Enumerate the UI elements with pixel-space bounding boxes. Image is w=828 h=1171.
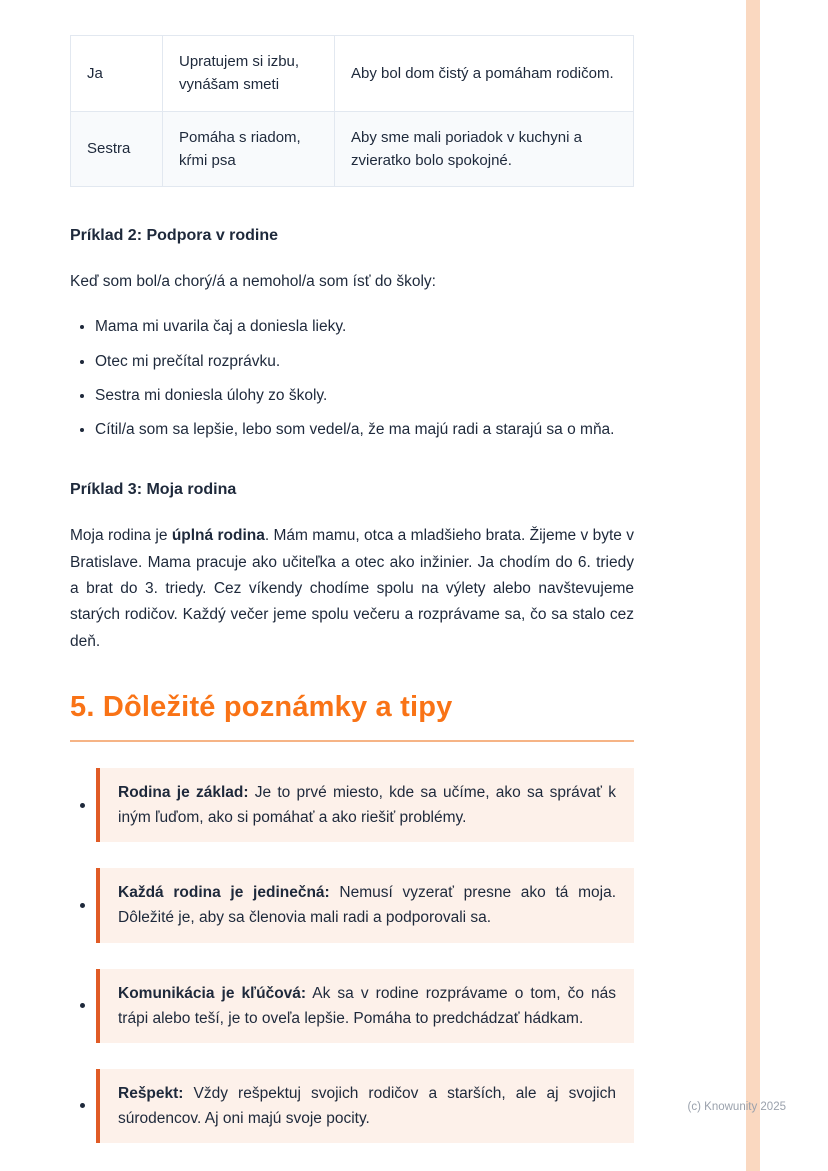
tip-callout: [96, 768, 634, 842]
tip-lead: Rešpekt:: [118, 1084, 184, 1102]
section5-heading: 5. Dôležité poznámky a tipy: [70, 691, 453, 724]
tip-item: [70, 768, 634, 842]
tip-item: [70, 868, 634, 942]
tip-body: Je to prvé miesto, kde sa učíme, ako sa správať k iným ľuďom, ako si pomáhať a ako riešiť problémy.: [118, 784, 616, 827]
tip-item: [70, 969, 634, 1043]
paragraph-text: . Mám mamu, otca a mladšieho brata. Žijeme v byte v Bratislave. Mama pracuje ako učiteľka a otec ako inžinier. Ja chodím do 6. triedy a brat do 3. triedy. Cez víkendy chodíme spolu na výlety alebo navštevujeme starých rodičov. Každý večer jeme spolu večeru a rozprávame sa, čo sa stalo cez deň.: [70, 527, 634, 650]
tip-callout: [96, 969, 634, 1043]
tip-item: [70, 1069, 634, 1143]
table-row: [71, 36, 634, 112]
list-item: • Cítil/a som sa lepšie, lebo som vedel/a, že ma majú radi a starajú sa o mňa.: [95, 418, 634, 441]
tip-body: Ak sa v rodine rozprávame o tom, čo nás trápi alebo teší, je to oveľa lepšie. Pomáha to predchádzať hádkam.: [118, 984, 616, 1027]
bullet-dot: [80, 1103, 85, 1108]
table-cell-person: Sestra: [71, 111, 163, 187]
list-item: • Otec mi prečítal rozprávku.: [95, 350, 634, 373]
tip-text: [118, 780, 616, 830]
bullet-dot: [80, 803, 85, 808]
tip-text: [118, 1081, 616, 1131]
table-cell-reason: Aby bol dom čistý a pomáham rodičom.: [335, 36, 634, 112]
tip-body: Nemusí vyzerať presne ako tá moja. Dôležité je, aby sa členovia mali radi a podporovali sa.: [118, 884, 617, 927]
bullet-dot: [80, 903, 85, 908]
example3-paragraph: [70, 523, 634, 655]
section5-divider: [70, 740, 634, 742]
table-cell-person: Ja: [71, 36, 163, 112]
list-item: • Sestra mi doniesla úlohy zo školy.: [95, 384, 634, 407]
table-cell-chore: Upratujem si izbu, vynášam smeti: [163, 36, 335, 112]
tip-callout: [96, 868, 634, 942]
page-edge-stripe: [746, 0, 760, 1171]
paragraph-text: Moja rodina je: [70, 527, 172, 545]
tip-body: Vždy rešpektuj svojich rodičov a starších, ale aj svojich súrodencov. Aj oni majú svoje pocity.: [118, 1084, 616, 1127]
example2-intro: Keď som bol/a chorý/á a nemohol/a som ísť do školy:: [70, 273, 436, 290]
tip-lead: Každá rodina je jedinečná:: [118, 884, 330, 902]
paragraph-bold-term: úplná rodina: [171, 527, 265, 545]
table-cell-chore: Pomáha s riadom, kŕmi psa: [163, 111, 335, 187]
tip-lead: Komunikácia je kľúčová:: [118, 984, 307, 1002]
page-content: [70, 35, 634, 1169]
example2-heading: Príklad 2: Podpora v rodine: [70, 227, 279, 244]
chores-table: [70, 35, 634, 187]
example3-heading: Príklad 3: Moja rodina: [70, 481, 237, 499]
table-row: [71, 111, 634, 187]
tip-text: [118, 981, 616, 1031]
tip-text: [118, 880, 616, 930]
bullet-dot: [80, 1003, 85, 1008]
copyright-note: (c) Knowunity 2025: [687, 1101, 786, 1113]
tip-lead: Rodina je základ:: [118, 784, 249, 802]
example2-list: [70, 315, 634, 441]
list-item: • Mama mi uvarila čaj a doniesla lieky.: [95, 315, 634, 338]
tip-callout: [96, 1069, 634, 1143]
table-cell-reason: Aby sme mali poriadok v kuchyni a zvieratko bolo spokojné.: [335, 111, 634, 187]
tips-list: [70, 768, 634, 1143]
